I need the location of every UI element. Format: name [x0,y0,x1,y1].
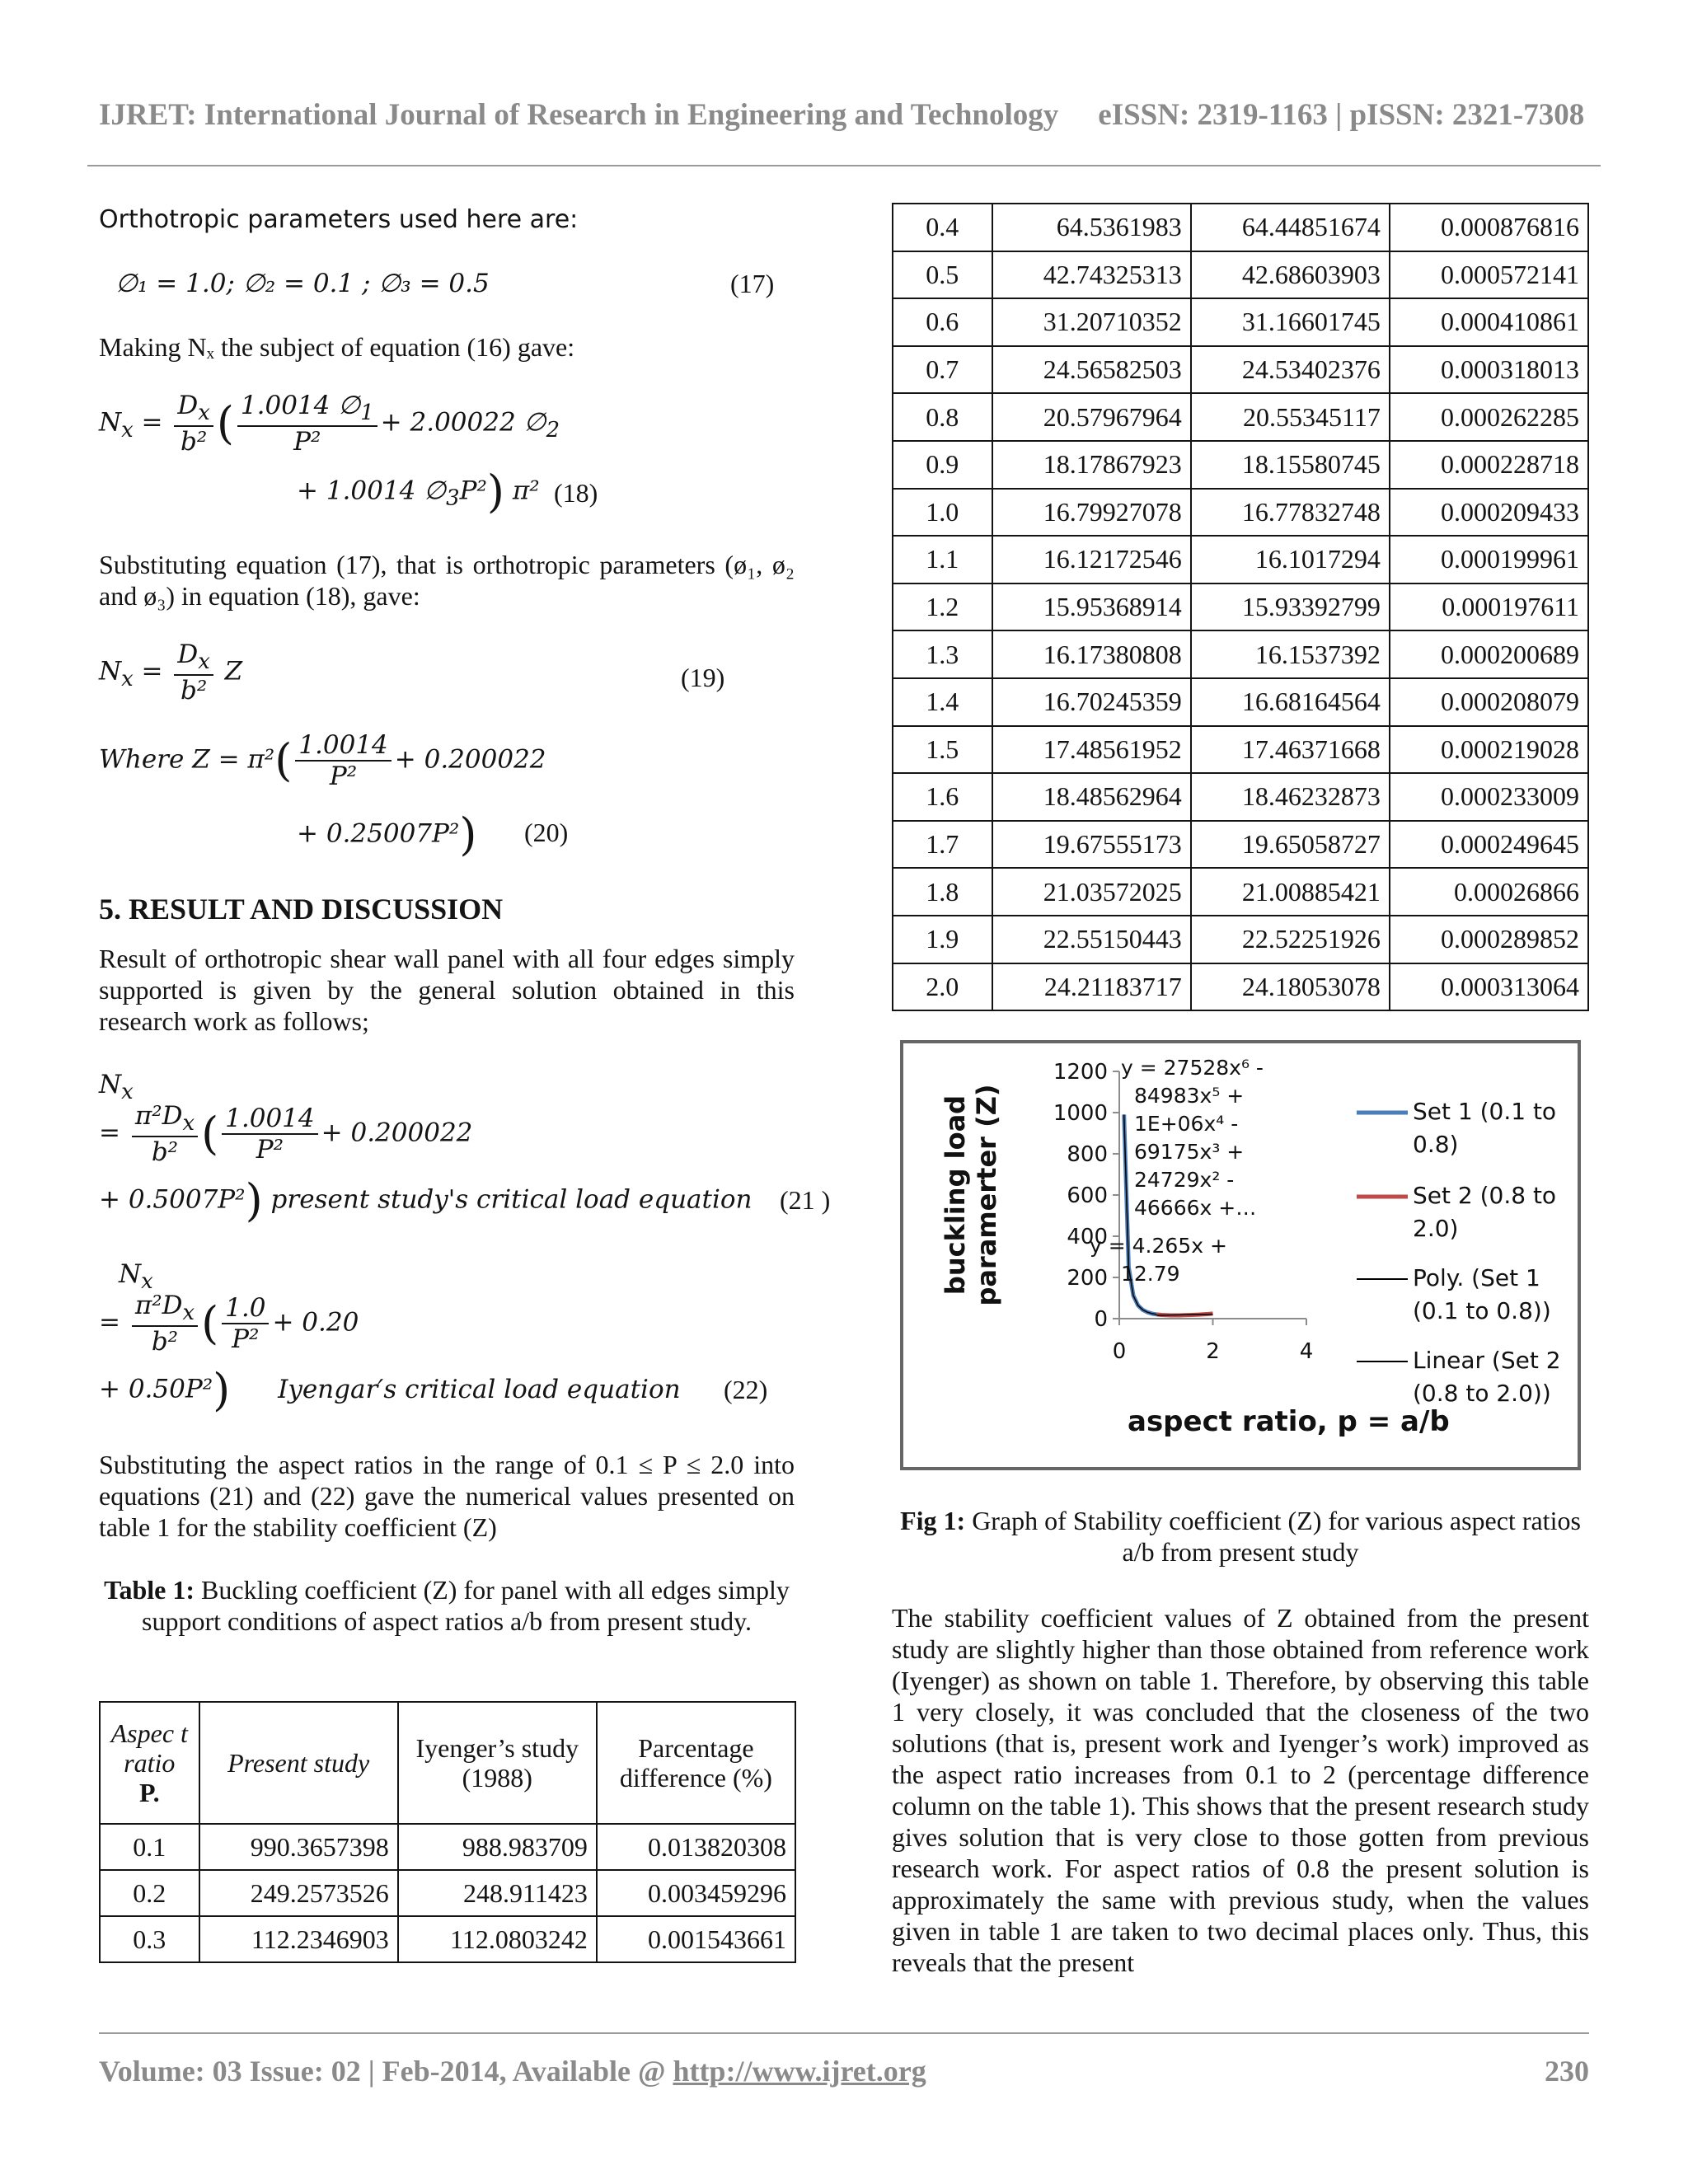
table-row [893,916,1588,963]
table-row [893,204,1588,251]
equation-20-cont: + 0.25007P²) [297,808,477,860]
cell-iyenger-study: 64.44851674 [1191,204,1390,251]
cell-percentage-difference: 0.000233009 [1390,773,1588,821]
footer-link[interactable]: http://www.ijret.org [673,2055,926,2088]
table-row [893,583,1588,631]
footer-divider [99,2032,1589,2034]
cell-present-study: 990.3657398 [199,1824,398,1870]
cell-present-study: 22.55150443 [992,916,1191,963]
cell-present-study: 24.56582503 [992,346,1191,394]
orthotropic-intro: Orthotropic parameters used here are: [99,205,579,234]
table-row [893,298,1588,346]
poly-equation-line: 1E+06x⁴ - [1134,1112,1239,1136]
table-row [893,251,1588,299]
cell-present-study: 20.57967964 [992,393,1191,441]
cell-aspect-ratio: 1.8 [893,868,992,916]
legend-label: Linear (Set 2 [1413,1347,1561,1374]
legend-label: Set 1 (0.1 to [1413,1098,1557,1125]
journal-issn: eISSN: 2319-1163 | pISSN: 2321-7308 [1098,98,1585,132]
cell-present-study: 16.17380808 [992,630,1191,678]
cell-iyenger-study: 248.911423 [398,1870,597,1916]
equation-18-number: (18) [554,478,598,508]
table-caption-label: Table 1: [104,1575,195,1605]
cell-aspect-ratio: 0.6 [893,298,992,346]
legend-label: Set 2 (0.8 to [1413,1182,1557,1209]
cell-present-study: 24.21183717 [992,963,1191,1011]
cell-aspect-ratio: 2.0 [893,963,992,1011]
cell-aspect-ratio: 1.3 [893,630,992,678]
cell-aspect-ratio: 0.1 [100,1824,199,1870]
cell-percentage-difference: 0.000197611 [1390,583,1588,631]
equation-20-number: (20) [524,818,569,847]
table-row [893,489,1588,537]
cell-percentage-difference: 0.000572141 [1390,251,1588,299]
x-tick-label: 4 [1299,1339,1314,1364]
equation-22: = $\frac{\pi^2D_x}{\text{b²}}$ ( $\frac{1.0}{\text{P²}}$ + 0.20 [99,1291,359,1357]
journal-title: IJRET: International Journal of Research in Engineering and Technology [99,98,1059,132]
cell-present-study: 16.79927078 [992,489,1191,537]
cell-percentage-difference: 0.00026866 [1390,868,1588,916]
page-footer [99,2054,1589,2088]
cell-present-study: 19.67555173 [992,821,1191,869]
x-tick-label: 2 [1206,1339,1220,1364]
cell-aspect-ratio: 1.0 [893,489,992,537]
cell-percentage-difference: 0.000219028 [1390,726,1588,774]
result-text: Result of orthotropic shear wall panel with all four edges simply supported is given by the general solution obtained in this research work as follows; [99,944,795,1036]
cell-aspect-ratio: 1.2 [893,583,992,631]
discussion-paragraph: The stability coefficient values of Z obtained from the present study are slightly higher than those obtained from reference work (Iyenger) as shown on table 1. Therefore, by observing this table 1 very closely, it was concluded that the closeness of the two solutions (that is, present work and Iyenger’s work) improved as the aspect ratio increases from 0.1 to 2 (percentage difference column on the table 1). This shows that the present research study gives solution that is very close to those gotten from previous research work. For aspect ratios of 0.8 the present solution is approximately the same with previous study, when the values given in table 1 are taken to two decimal places only. Thus, this reveals that the present [892,1603,1589,1977]
section-heading: 5. RESULT AND DISCUSSION [99,893,504,926]
linear-equation-line: y = 4.265x + [1090,1234,1227,1258]
equation-22-lhs: $N_x$ [119,1259,153,1295]
cell-iyenger-study: 18.15580745 [1191,441,1390,489]
cell-iyenger-study: 15.93392799 [1191,583,1390,631]
footer-volume: Volume: 03 Issue: 02 | Feb-2014, Available @ [99,2055,673,2088]
results-table-part1 [99,1701,796,1963]
cell-percentage-difference: 0.000209433 [1390,489,1588,537]
cell-present-study: 18.17867923 [992,441,1191,489]
y-tick-label: 200 [1067,1266,1108,1291]
header-divider [87,165,1601,166]
equation-17-number: (17) [730,269,775,298]
figure-caption [892,1505,1589,1568]
cell-present-study: 31.20710352 [992,298,1191,346]
cell-percentage-difference: 0.000249645 [1390,821,1588,869]
cell-present-study: 64.5361983 [992,204,1191,251]
header-percentage-difference: Parcentage difference (%) [597,1702,795,1824]
chart-svg [903,1043,1578,1467]
cell-present-study: 16.70245359 [992,678,1191,726]
equation-22-cont: + 0.50P²) Iyengar′s critical load equation [99,1364,681,1416]
y-axis-title [940,1084,1002,1305]
cell-aspect-ratio: 1.1 [893,536,992,583]
cell-iyenger-study: 21.00885421 [1191,868,1390,916]
cell-present-study: 18.48562964 [992,773,1191,821]
table-caption-text: Buckling coefficient (Z) for panel with all edges simply support conditions of aspect ratios a/b from present study. [142,1575,790,1636]
header-present-study: Present study [199,1702,398,1824]
cell-aspect-ratio: 0.8 [893,393,992,441]
cell-aspect-ratio: 1.5 [893,726,992,774]
cell-iyenger-study: 20.55345117 [1191,393,1390,441]
equation-22-label: Iyengar′s critical load equation [278,1374,681,1404]
cell-percentage-difference: 0.000208079 [1390,678,1588,726]
cell-percentage-difference: 0.000318013 [1390,346,1588,394]
cell-iyenger-study: 18.46232873 [1191,773,1390,821]
figure-caption-label: Fig 1: [900,1506,966,1535]
y-tick-label: 400 [1067,1225,1108,1249]
legend-label: (0.1 to 0.8)) [1413,1297,1551,1324]
cell-iyenger-study: 42.68603903 [1191,251,1390,299]
cell-iyenger-study: 17.46371668 [1191,726,1390,774]
page-number: 230 [1545,2055,1589,2088]
cell-iyenger-study: 19.65058727 [1191,821,1390,869]
cell-iyenger-study: 31.16601745 [1191,298,1390,346]
cell-iyenger-study: 24.18053078 [1191,963,1390,1011]
cell-percentage-difference: 0.001543661 [597,1916,795,1962]
table-row [100,1916,795,1962]
table-row [893,536,1588,583]
table-row [893,630,1588,678]
cell-present-study: 42.74325313 [992,251,1191,299]
cell-aspect-ratio: 1.7 [893,821,992,869]
equation-18-cont: + 1.0014 $\emptyset_3P^2$) π² [297,466,540,518]
table-row [893,868,1588,916]
substituting-aspect-text: Substituting the aspect ratios in the range of 0.1 ≤ P ≤ 2.0 into equations (21) and (22) gave the numerical values presented on table 1 for the stability coefficient (Z) [99,1450,795,1542]
cell-present-study: 17.48561952 [992,726,1191,774]
cell-present-study: 249.2573526 [199,1870,398,1916]
cell-aspect-ratio: 1.9 [893,916,992,963]
cell-iyenger-study: 16.77832748 [1191,489,1390,537]
table-row [893,963,1588,1011]
cell-iyenger-study: 112.0803242 [398,1916,597,1962]
poly-equation-line: 24729x² - [1134,1168,1235,1192]
equation-17-body: ∅₁ = 1.0; ∅₂ = 0.1 ; ∅₃ = 0.5 [115,269,490,298]
cell-percentage-difference: 0.000876816 [1390,204,1588,251]
equation-21-lhs: $N_x$ [99,1070,134,1105]
legend-label: 2.0) [1413,1215,1459,1242]
cell-percentage-difference: 0.013820308 [597,1824,795,1870]
poly-equation-line: 69175x³ + [1134,1140,1245,1164]
equation-19: $N_x$ = $\frac{D_x}{\text{b²}}$ Z [99,640,243,706]
table-header-row [100,1702,795,1824]
legend-label: (0.8 to 2.0)) [1413,1380,1551,1407]
cell-aspect-ratio: 1.4 [893,678,992,726]
table-row [100,1870,795,1916]
legend-label: 0.8) [1413,1131,1459,1158]
table-row [893,346,1588,394]
cell-percentage-difference: 0.000228718 [1390,441,1588,489]
header-p: P. [138,1778,160,1807]
y-tick-label: 600 [1067,1183,1108,1208]
cell-aspect-ratio: 0.7 [893,346,992,394]
header-iyenger-study: Iyenger’s study (1988) [398,1702,597,1824]
cell-percentage-difference: 0.000199961 [1390,536,1588,583]
cell-present-study: 16.12172546 [992,536,1191,583]
cell-aspect-ratio: 0.3 [100,1916,199,1962]
cell-percentage-difference: 0.000410861 [1390,298,1588,346]
cell-aspect-ratio: 0.5 [893,251,992,299]
cell-present-study: 112.2346903 [199,1916,398,1962]
figure-chart [900,1040,1581,1470]
table-caption [99,1574,795,1637]
cell-iyenger-study: 16.1537392 [1191,630,1390,678]
poly-equation-line: 46666x +… [1134,1196,1257,1220]
table-row [893,393,1588,441]
equation-21-label: present study's critical load equation [270,1184,753,1215]
table-row [893,678,1588,726]
header-aspect-ratio [100,1702,199,1824]
cell-iyenger-study: 22.52251926 [1191,916,1390,963]
cell-aspect-ratio: 1.6 [893,773,992,821]
cell-iyenger-study: 16.1017294 [1191,536,1390,583]
making-subject-text: Making Nₓ the subject of equation (16) gave: [99,332,575,362]
cell-iyenger-study: 24.53402376 [1191,346,1390,394]
journal-header [99,97,1584,133]
y-tick-label: 1200 [1053,1060,1108,1085]
cell-present-study: 21.03572025 [992,868,1191,916]
equation-18: $N_x$ = $\frac{D_x}{\text{b²}}$ ( $\frac{1.0014 \emptyset_1}{\text{P²}}$ + 2.00022 $\emptyset_2$ [99,391,560,457]
poly-equation-line: 84983x⁵ + [1134,1084,1245,1108]
legend-label: Poly. (Set 1 [1413,1264,1540,1291]
cell-aspect-ratio: 0.9 [893,441,992,489]
cell-percentage-difference: 0.003459296 [597,1870,795,1916]
cell-present-study: 15.95368914 [992,583,1191,631]
equation-19-number: (19) [681,663,725,692]
y-axis-title-line: buckling load [940,1094,971,1296]
table-row [100,1824,795,1870]
equation-21-number: (21 ) [780,1185,831,1215]
figure-caption-text: Graph of Stability coefficient (Z) for various aspect ratios a/b from present study [965,1506,1581,1567]
cell-aspect-ratio: 0.2 [100,1870,199,1916]
y-tick-label: 1000 [1053,1101,1108,1126]
header-aspect-text: Aspec t ratio [110,1718,188,1778]
cell-iyenger-study: 988.983709 [398,1824,597,1870]
table-row [893,726,1588,774]
cell-aspect-ratio: 0.4 [893,204,992,251]
equation-22-number: (22) [724,1375,768,1404]
table-row [893,821,1588,869]
cell-percentage-difference: 0.000313064 [1390,963,1588,1011]
cell-percentage-difference: 0.000262285 [1390,393,1588,441]
linear-equation-line: 12.79 [1121,1262,1180,1286]
x-axis-title: aspect ratio, p = a/b [1128,1405,1450,1438]
cell-percentage-difference: 0.000289852 [1390,916,1588,963]
results-table-part2 [892,203,1589,1011]
table-row [893,441,1588,489]
y-axis-title-line: paramerter (Z) [971,1084,1002,1306]
x-tick-label: 0 [1112,1339,1127,1364]
equation-17 [115,269,490,298]
equation-21-cont: + 0.5007P²) present study's critical load equation [99,1174,753,1226]
poly-equation-line: y = 27528x⁶ - [1121,1056,1264,1080]
y-tick-label: 800 [1067,1142,1108,1167]
table-row [893,773,1588,821]
cell-percentage-difference: 0.000200689 [1390,630,1588,678]
cell-iyenger-study: 16.68164564 [1191,678,1390,726]
equation-21: = $\frac{\pi^2D_x}{\text{b²}}$ ( $\frac{1.0014}{\text{P²}}$ + 0.200022 [99,1101,473,1168]
equation-20: Where Z = π²( $\frac{1.0014}{\text{P²}}$ + 0.200022 [99,730,546,791]
substituting-text: Substituting equation (17), that is orthotropic parameters (ø₁, ø₂ and ø₃) in equation (18), gave: [99,550,795,611]
y-tick-label: 0 [1094,1307,1108,1332]
